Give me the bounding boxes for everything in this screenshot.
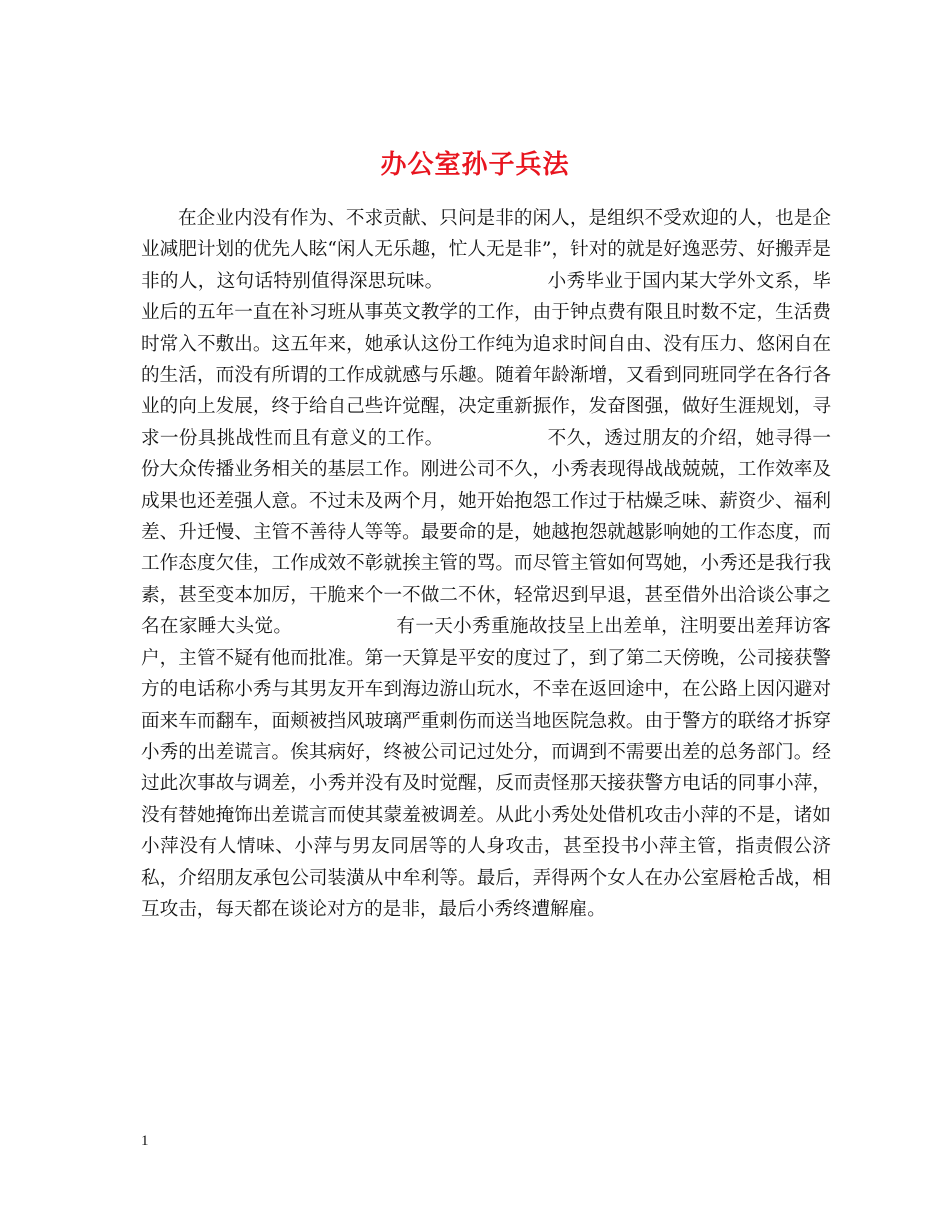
- body-paragraph: 在企业内没有作为、不求贡献、只问是非的闲人，是组织不受欢迎的人，也是企业减肥计划的优先人眩“闲人无乐趣，忙人无是非”，针对的就是好逸恶劳、好搬弄是非的人，这句话特别值得深思玩味。 小秀毕业于国内某大学外文系，毕业后的五年一直在补习班从事英文教学的工作，由于钟点费有限且时数不定，生活费时常入不敷出。这五年来，她承认这份工作纯为追求时间自由、没有压力、悠闲自在的生活，而没有所谓的工作成就感与乐趣。随着年龄渐增，又看到同班同学在各行各业的向上发展，终于给自己些许觉醒，决定重新振作，发奋图强，做好生涯规划，寻求一份具挑战性而且有意义的工作。 不久，透过朋友的介绍，她寻得一份大众传播业务相关的基层工作。刚进公司不久，小秀表现得战战兢兢，工作效率及成果也还差强人意。不过未及两个月，她开始抱怨工作过于枯燥乏味、薪资少、福利差、升迁慢、主管不善待人等等。最要命的是，她越抱怨就越影响她的工作态度，而工作态度欠佳，工作成效不彰就挨主管的骂。而尽管主管如何骂她，小秀还是我行我素，甚至变本加厉，干脆来个一不做二不休，轻常迟到早退，甚至借外出洽谈公事之名在家睡大头觉。 有一天小秀重施故技呈上出差单，注明要出差拜访客户，主管不疑有他而批准。第一天算是平安的度过了，到了第二天傍晚，公司接获警方的电话称小秀与其男友开车到海边游山玩水，不幸在返回途中，在公路上因闪避对面来车而翻车，面颊被挡风玻璃严重刺伤而送当地医院急救。由于警方的联络才拆穿小秀的出差谎言。俟其病好，终被公司记过处分，而调到不需要出差的总务部门。经过此次事故与调差，小秀并没有及时觉醒，反而责怪那天接获警方电话的同事小萍，没有替她掩饰出差谎言而使其蒙羞被调差。从此小秀处处借机攻击小萍的不是，诸如小萍没有人情味、小萍与男友同居等的人身攻击，甚至投书小萍主管，指责假公济私，介绍朋友承包公司装潢从中牟利等。最后，弄得两个女人在办公室唇枪舌战，相互攻击，每天都在谈论对方的是非，最后小秀终遭解雇。: [141, 208, 831, 920]
- document-title: 办公室孙子兵法: [380, 150, 570, 181]
- page-number: 1: [141, 1133, 149, 1149]
